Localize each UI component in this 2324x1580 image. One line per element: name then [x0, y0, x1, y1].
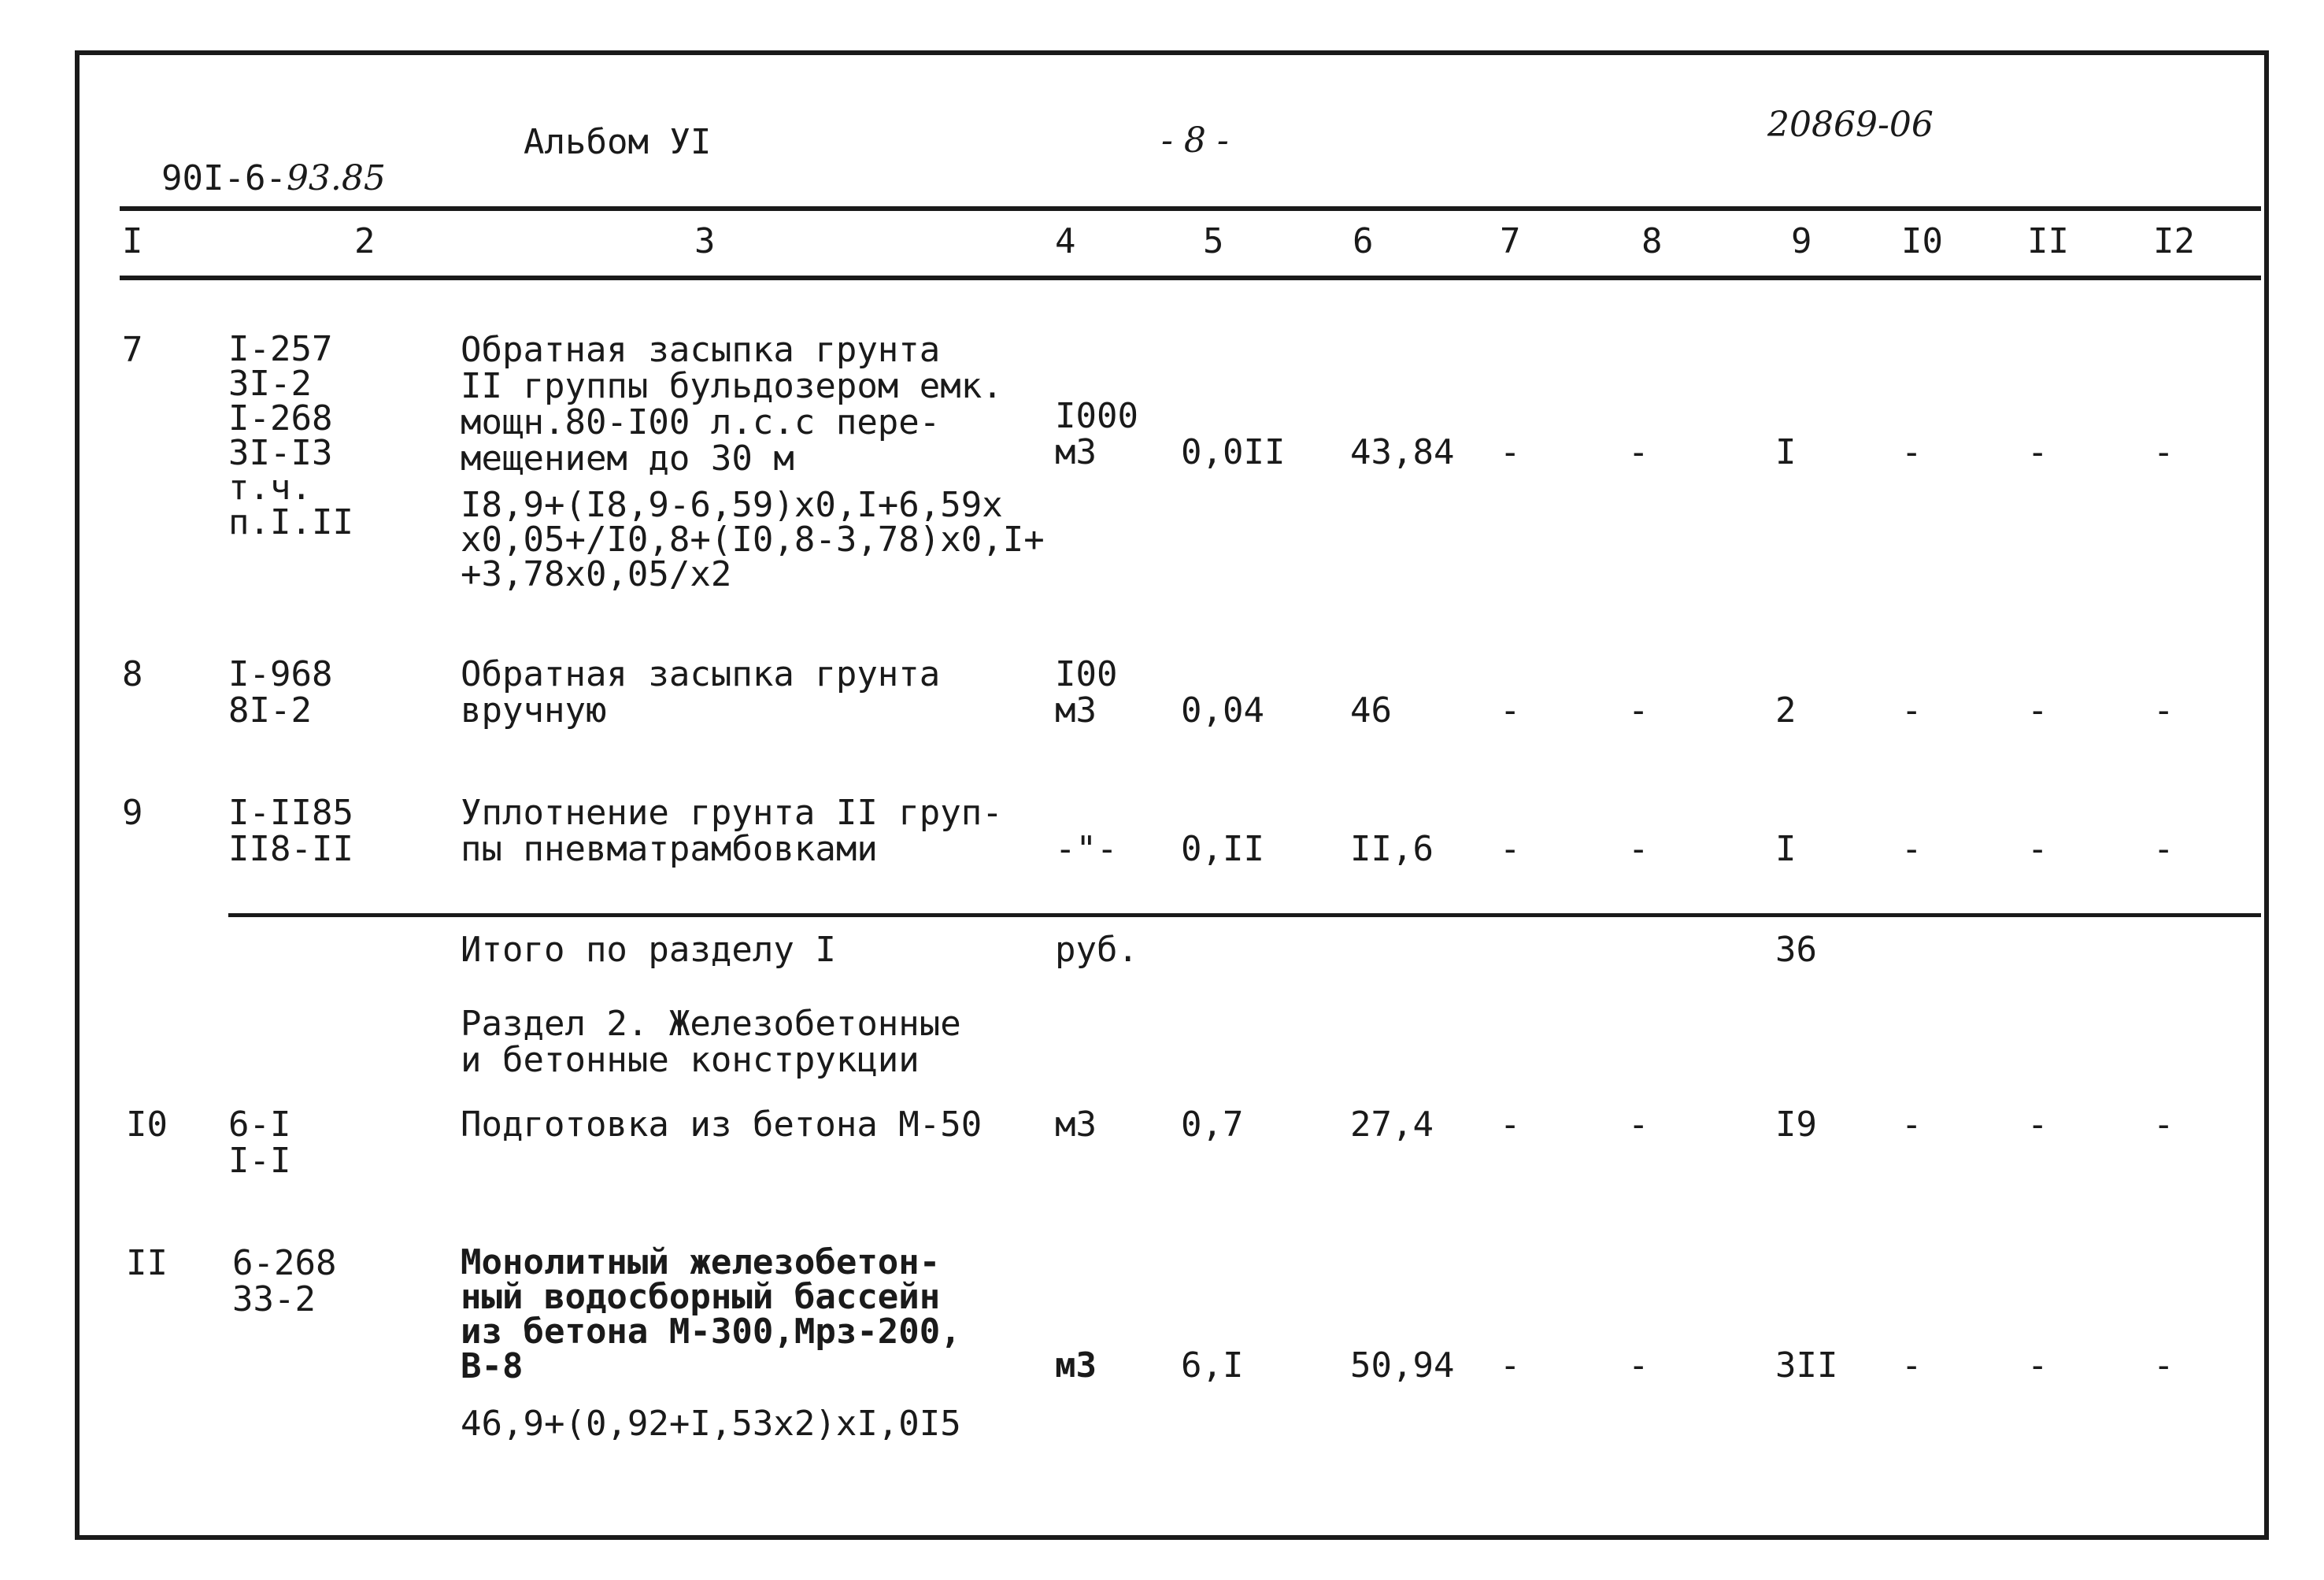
row-description: Обратная засыпка грунта вручную [461, 654, 941, 731]
document-code-handwritten: 93.85 [286, 158, 386, 198]
column-header-2: 2 [354, 221, 376, 261]
row-description: Уплотнение грунта II груп- пы пневматрамбовками [461, 793, 1003, 869]
row-number: 8 [122, 654, 143, 694]
row-description: Монолитный железобетон- ный водосборный бассейн из бетона М-300,Мрз-200, В-8 [461, 1242, 961, 1386]
row-col-12: - [2153, 829, 2174, 869]
page-number: - 8 - [1161, 120, 1229, 161]
row-unit: м3 [1055, 1345, 1097, 1386]
row-col-10: - [1901, 1105, 1922, 1145]
row-codes: 6-268 33-2 [232, 1243, 337, 1319]
column-header-7: 7 [1500, 221, 1521, 261]
row-col-12: - [2153, 1345, 2174, 1386]
column-header-4: 4 [1055, 221, 1076, 261]
section-title: Раздел 2. Железобетонные и бетонные конструкции [461, 1004, 961, 1080]
row-price: 43,84 [1350, 432, 1455, 472]
row-col-11: - [2027, 432, 2048, 472]
row-price: 46 [1350, 690, 1392, 731]
row-codes: I-II85 II8-II [228, 793, 353, 869]
row-codes: I-968 8I-2 [228, 654, 333, 731]
column-header-6: 6 [1353, 221, 1374, 261]
column-header-3: 3 [694, 221, 716, 261]
row-description: Подготовка из бетона М-50 [461, 1105, 983, 1145]
row-col-11: - [2027, 1105, 2048, 1145]
row-col-8: - [1628, 829, 1649, 869]
column-header-12: I2 [2153, 221, 2195, 261]
row-col-12: - [2153, 690, 2174, 731]
section-total-label: Итого по разделу I [461, 930, 836, 970]
row-price: II,6 [1350, 829, 1434, 869]
row-col-7: - [1500, 1345, 1521, 1386]
header-rule-top [120, 206, 2261, 211]
column-header-5: 5 [1203, 221, 1224, 261]
row-quantity: 0,7 [1181, 1105, 1244, 1145]
column-header-11: II [2027, 221, 2069, 261]
row-codes: 6-I I-I [228, 1105, 291, 1181]
row-price: 50,94 [1350, 1345, 1455, 1386]
row-col-8: - [1628, 1105, 1649, 1145]
row-col-7: - [1500, 829, 1521, 869]
row-unit: I000 м3 [1055, 396, 1138, 472]
document-code-prefix: 90I-6- [161, 158, 287, 198]
column-header-8: 8 [1641, 221, 1663, 261]
album-title: Альбом УI [524, 122, 712, 162]
row-col-9: I9 [1775, 1105, 1817, 1145]
row-description: Обратная засыпка грунта II группы бульдозером емк. мощн.80-I00 л.с.с пере- мещением до 30 м [461, 330, 1003, 479]
header-rule-bottom [120, 276, 2261, 280]
section-total-value: 36 [1775, 930, 1817, 970]
page-frame [75, 50, 2269, 1540]
row-number: I0 [126, 1105, 168, 1145]
row-price: 27,4 [1350, 1105, 1434, 1145]
row-col-8: - [1628, 432, 1649, 472]
row-col-12: - [2153, 432, 2174, 472]
row-col-10: - [1901, 1345, 1922, 1386]
row-col-10: - [1901, 829, 1922, 869]
row-codes: I-257 3I-2 I-268 3I-I3 т.ч. п.I.II [228, 329, 353, 542]
column-header-10: I0 [1901, 221, 1943, 261]
row-col-7: - [1500, 1105, 1521, 1145]
row-col-10: - [1901, 432, 1922, 472]
row-quantity: 0,II [1181, 829, 1264, 869]
row-unit: I00 м3 [1055, 654, 1118, 731]
row-col-9: I [1775, 829, 1797, 869]
row-formula: 46,9+(0,92+I,53x2)xI,0I5 [461, 1404, 961, 1444]
row-col-7: - [1500, 690, 1521, 731]
row-quantity: 0,0II [1181, 432, 1286, 472]
row-col-9: I [1775, 432, 1797, 472]
row-number: II [126, 1243, 168, 1283]
row-quantity: 0,04 [1181, 690, 1264, 731]
row-col-9: 2 [1775, 690, 1797, 731]
row-col-8: - [1628, 690, 1649, 731]
stamp-number: 20869-06 [1767, 105, 1934, 145]
row-unit: м3 [1055, 1105, 1097, 1145]
subtotal-rule [228, 913, 2261, 917]
row-col-11: - [2027, 829, 2048, 869]
row-col-12: - [2153, 1105, 2174, 1145]
column-header-9: 9 [1791, 221, 1812, 261]
row-number: 9 [122, 793, 143, 833]
row-col-9: 3II [1775, 1345, 1838, 1386]
row-col-8: - [1628, 1345, 1649, 1386]
row-number: 7 [122, 330, 143, 370]
row-col-7: - [1500, 432, 1521, 472]
section-total-unit: руб. [1055, 930, 1138, 970]
row-col-10: - [1901, 690, 1922, 731]
row-col-11: - [2027, 1345, 2048, 1386]
column-header-1: I [122, 221, 143, 261]
document-code [120, 124, 386, 197]
row-quantity: 6,I [1181, 1345, 1244, 1386]
row-unit: -"- [1055, 829, 1118, 869]
row-col-11: - [2027, 690, 2048, 731]
row-formula: I8,9+(I8,9-6,59)x0,I+6,59x x0,05+/I0,8+(I0,8-3,78)x0,I+ +3,78x0,05/x2 [461, 485, 1045, 594]
